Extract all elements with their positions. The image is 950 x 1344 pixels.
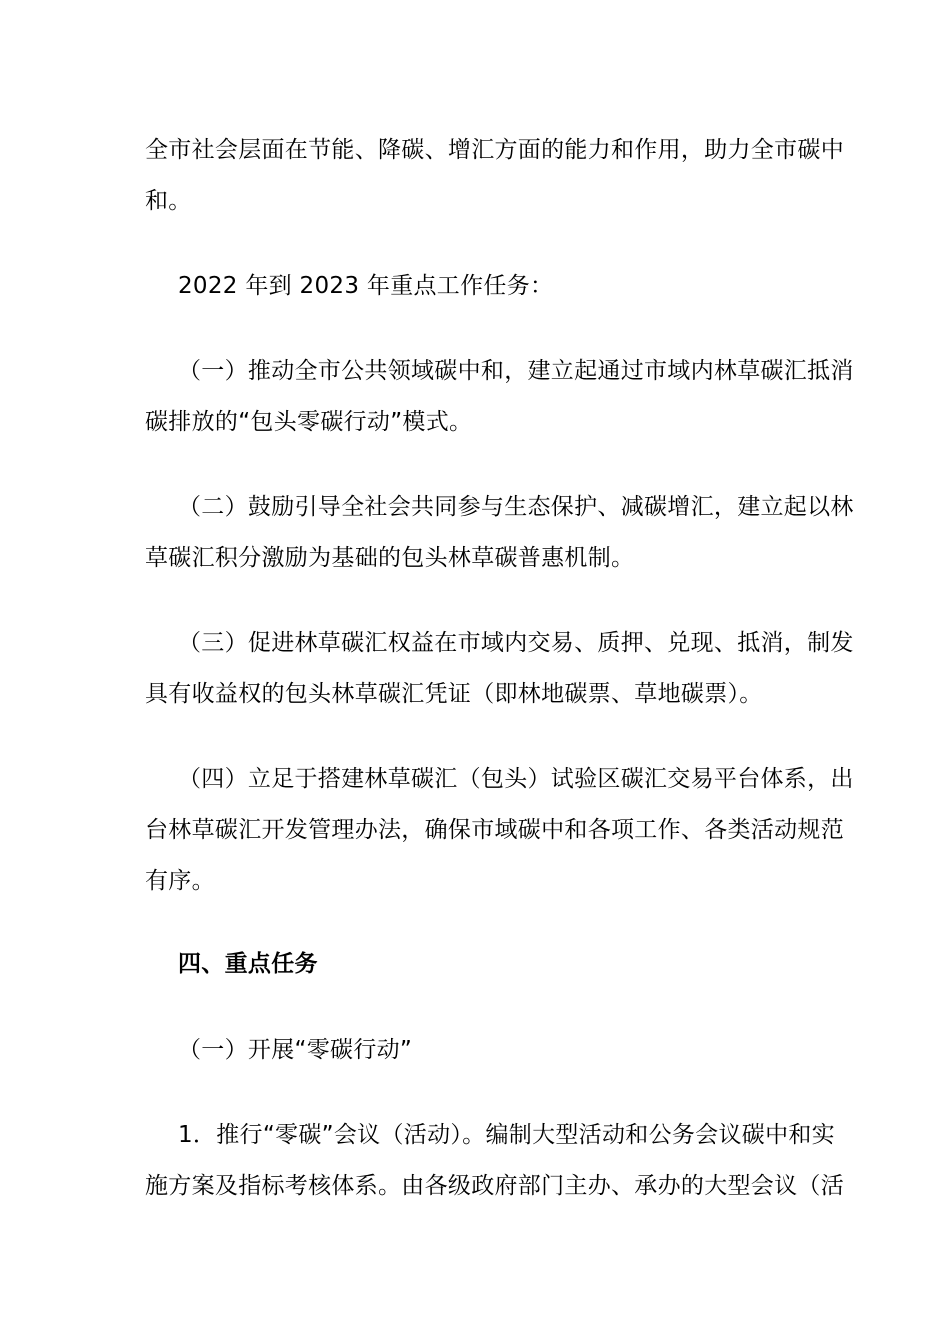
item1-line-2: 施方案及指标考核体系。由各级政府部门主办、承办的大型会议（活 (145, 1173, 844, 1199)
task1-line-1: （一）推动全市公共领域碳中和，建立起通过市域内林草碳汇抵消 (178, 358, 854, 384)
intro-line-2: 和。 (145, 188, 192, 214)
subsection-heading: （一）开展“零碳行动” (178, 1037, 413, 1063)
task1-line-2: 碳排放的“包头零碳行动”模式。 (145, 409, 473, 435)
section-heading: 四、重点任务 (178, 951, 318, 977)
task4-line-1: （四）立足于搭建林草碳汇（包头）试验区碳汇交易平台体系，出 (178, 766, 854, 792)
task4-line-3: 有序。 (145, 868, 215, 894)
intro-line-1: 全市社会层面在节能、降碳、增汇方面的能力和作用，助力全市碳中 (145, 137, 844, 163)
task2-line-1: （二）鼓励引导全社会共同参与生态保护、减碳增汇，建立起以林 (178, 494, 854, 520)
item1-line-1: 1．推行“零碳”会议（活动）。编制大型活动和公务会议碳中和实 (178, 1122, 835, 1148)
task2-line-2: 草碳汇积分激励为基础的包头林草碳普惠机制。 (145, 545, 635, 571)
task4-line-2: 台林草碳汇开发管理办法，确保市域碳中和各项工作、各类活动规范 (145, 817, 844, 843)
tasks-heading: 2022 年到 2023 年重点工作任务： (178, 273, 554, 299)
task3-line-1: （三）促进林草碳汇权益在市域内交易、质押、兑现、抵消，制发 (178, 630, 854, 656)
task3-line-2: 具有收益权的包头林草碳汇凭证（即林地碳票、草地碳票）。 (145, 681, 763, 707)
